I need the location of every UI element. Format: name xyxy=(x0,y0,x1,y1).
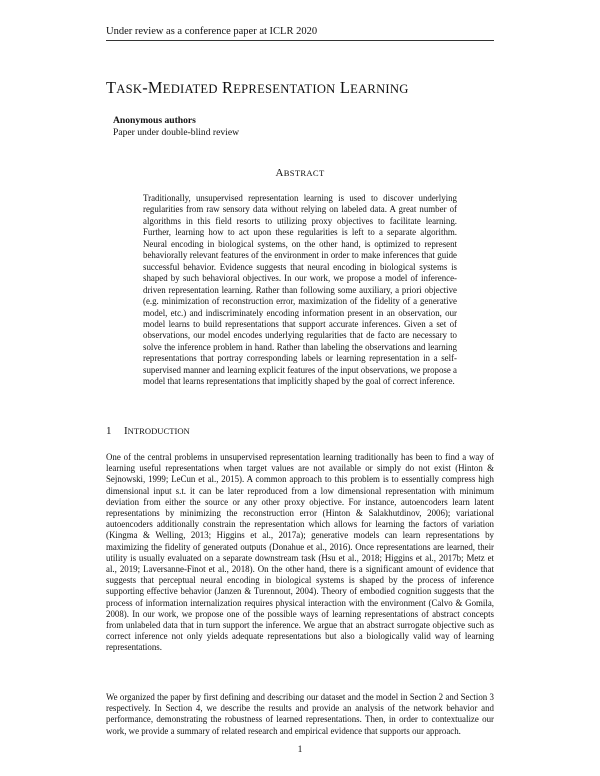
title-part: EDIATED xyxy=(162,82,218,96)
paper-title xyxy=(106,78,526,98)
title-part: EPRESENTATION xyxy=(233,82,336,96)
running-header: Under review as a conference paper at ICLR 2020 xyxy=(106,26,494,41)
section-heading-initial: I xyxy=(124,425,128,437)
title-part: ASK xyxy=(116,82,143,96)
author-name: Anonymous authors xyxy=(113,115,196,126)
title-part: R xyxy=(217,78,234,97)
intro-paragraph-2: We organized the paper by first defining and describing our dataset and the model in Section 2 and Section 3 respectively. In Section 4, we describe the results and provide an analysis of the network behavior and performance, demonstrating the robustness of learned representations. Then, in order to contextualize our work, we provide a summary of related research and empirical evidence that supports our approach. xyxy=(106,692,494,736)
abstract-text: Traditionally, unsupervised representation learning is used to discover underlying regularities from raw sensory data without relying on labeled data. A great number of algorithms in this field resorts to utilizing proxy objectives to facilitate learning. Further, learning how to act upon these regularities is left to a separate algorithm. Neural encoding in biological systems, on the other hand, is optimized to represent behaviorally relevant features of the environment in order to make inferences that guide successful behavior. Evidence suggests that neural encoding in biological systems is shaped by such behavioral objectives. In our work, we propose a model of inference-driven representation learning. Rather than following some auxiliary, a priori objective (e.g. minimization of reconstruction error, maximization of the fidelity of a generative model, etc.) and indiscriminately encoding information present in an observation, our model learns to build representations that support accurate inferences. Given a set of observations, our model encodes underlying regularities that de facto are necessary to solve the inference problem in hand. Rather than labeling the observations and learning representations that portray corresponding labels or learning representation in a self-supervised manner and learning explicit features of the input observations, we propose a model that learns representations that implicitly shaped by the goal of correct inference. xyxy=(143,193,457,387)
intro-paragraph-1: One of the central problems in unsupervised representation learning traditionally has been to find a way of learning useful representations when target values are not available or simply do not exist (Hinton & Sejnowski, 1999; LeCun et al., 2015). A common approach to this problem is to essentially compress high dimensional input s.t. it can be later reproduced from a low dimensional representation with minimum deviation from either the source or any other proxy objective. For instance, autoencoders learn latent representations by minimizing the reconstruction error (Hinton & Salakhutdinov, 2006); variational autoencoders additionally constrain the representation which allows for learning the factors of variation (Kingma & Welling, 2013; Higgins et al., 2017a); generative models can learn representations by maximizing the fidelity of generated outputs (Donahue et al., 2016). Once representations are learned, their utility is usually evaluated on a separate downstream task (Hsu et al., 2018; Higgins et al., 2017b; Metz et al., 2019; Laversanne-Finot et al., 2018). On the other hand, there is a significant amount of evidence that suggests that perceptual neural encoding in biological systems is shaped by the process of inference supporting effective behavior (Janzen & Turennout, 2004). Theory of embodied cognition suggests that the process of information internalization requires physical interaction with the environment (Calvo & Gomila, 2008). In our work, we propose one of the possible ways of learning representations of abstract concepts from unlabeled data that in turn support the inference. We argue that an abstract surrogate objective such as correct inference not only yields adequate representations but also a biologically valid way of learning representations. xyxy=(106,452,494,653)
section-number: 1 xyxy=(106,425,112,437)
abstract-heading-initial: A xyxy=(275,167,284,179)
abstract-heading xyxy=(0,167,600,179)
page-number: 1 xyxy=(297,744,303,755)
title-part: L xyxy=(335,78,351,97)
section-heading-introduction xyxy=(106,425,190,437)
section-heading-rest: NTRODUCTION xyxy=(127,426,190,436)
author-block xyxy=(113,115,239,138)
title-part: -M xyxy=(142,78,163,97)
title-part: T xyxy=(106,78,117,97)
review-note: Paper under double-blind review xyxy=(113,126,240,138)
abstract-heading-rest: BSTRACT xyxy=(283,168,325,178)
title-part: EARNING xyxy=(350,82,409,96)
